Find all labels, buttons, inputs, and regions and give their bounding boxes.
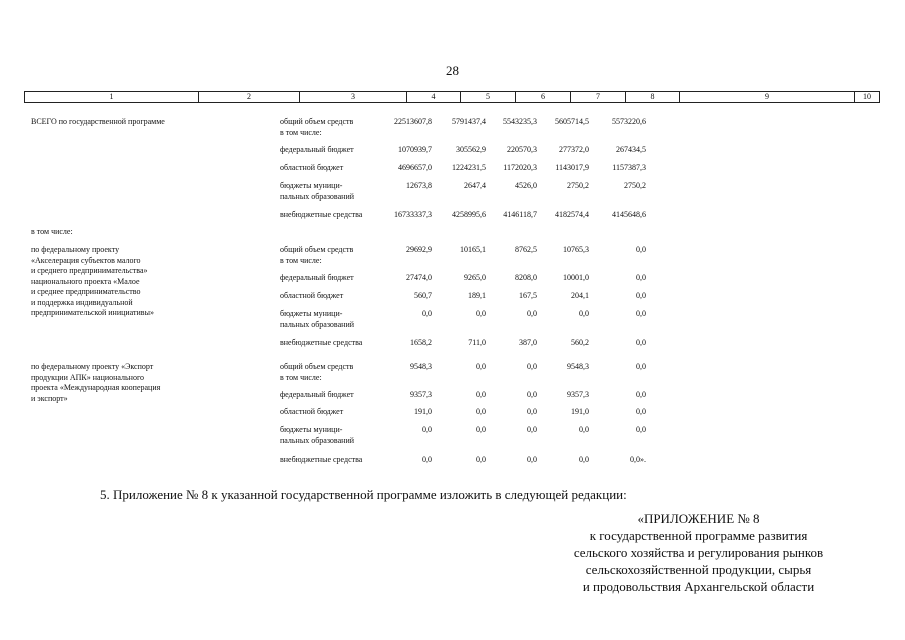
cell-value: 0,0 — [527, 362, 537, 371]
appendix-line: сельского хозяйства и регулирования рынков — [573, 545, 824, 560]
cell-value: 189,1 — [468, 291, 486, 300]
cell-value: 9357,3 — [567, 390, 589, 399]
cell-value: 0,0 — [527, 455, 537, 464]
header-col-9: 9 — [680, 92, 855, 102]
cell-value: 0,0 — [579, 425, 589, 434]
cell-value: 8762,5 — [515, 245, 537, 254]
cell-value: 1224231,5 — [452, 163, 486, 172]
cell-value: 10165,1 — [460, 245, 486, 254]
appendix-line: к государственной программе развития — [589, 528, 808, 543]
cell-value: 0,0 — [527, 425, 537, 434]
cell-value: 0,0 — [527, 309, 537, 318]
cell-value: 204,1 — [571, 291, 589, 300]
cell-value: 2647,4 — [464, 181, 486, 190]
cell-value: 711,0 — [468, 338, 486, 347]
header-col-2: 2 — [199, 92, 300, 102]
total-program-label: ВСЕГО по государственной программе — [31, 117, 165, 126]
cell-value: 4696657,0 — [398, 163, 432, 172]
cell-value: 0,0 — [476, 407, 486, 416]
cell-value: 0,0 — [579, 309, 589, 318]
cell-value: 4526,0 — [515, 181, 537, 190]
cell-value: 4182574,4 — [555, 210, 589, 219]
row-label-regional: областной бюджет — [280, 291, 344, 300]
page-number: 28 — [446, 63, 459, 78]
cell-value: 0,0 — [422, 309, 432, 318]
cell-value: 560,2 — [571, 338, 589, 347]
cell-value: 267434,5 — [616, 145, 646, 154]
row-label-municipal: бюджеты муници- пальных образований — [280, 425, 354, 445]
cell-value: 22513607,8 — [394, 117, 432, 126]
cell-value: 2750,2 — [567, 181, 589, 190]
row-label-extrabudget: внебюджетные средства — [280, 210, 363, 219]
row-label-extrabudget: внебюджетные средства — [280, 455, 363, 464]
cell-value: 1143017,9 — [555, 163, 589, 172]
amendment-paragraph: 5. Приложение № 8 к указанной государственной программе изложить в следующей редакции: — [100, 487, 627, 502]
cell-value: 1070939,7 — [398, 145, 432, 154]
cell-value: 9548,3 — [567, 362, 589, 371]
row-label-federal: федеральный бюджет — [280, 145, 354, 154]
cell-value: 0,0 — [476, 362, 486, 371]
cell-value: 9357,3 — [410, 390, 432, 399]
cell-value: 191,0 — [571, 407, 589, 416]
cell-value: 5573220,6 — [612, 117, 646, 126]
cell-value: 10001,0 — [563, 273, 589, 282]
row-label-federal: федеральный бюджет — [280, 390, 354, 399]
header-col-3: 3 — [300, 92, 407, 102]
cell-value: 12673,8 — [406, 181, 432, 190]
cell-value: 4146118,7 — [503, 210, 537, 219]
cell-value: 1658,2 — [410, 338, 432, 347]
cell-value: 560,7 — [414, 291, 432, 300]
cell-value: 0,0 — [636, 273, 646, 282]
row-label-regional: областной бюджет — [280, 407, 344, 416]
cell-value: 0,0 — [476, 425, 486, 434]
cell-value: 29692,9 — [406, 245, 432, 254]
cell-value: 0,0 — [422, 455, 432, 464]
cell-value: 167,5 — [519, 291, 537, 300]
cell-value: 220570,3 — [507, 145, 537, 154]
cell-value: 27474,0 — [406, 273, 432, 282]
cell-value: 0,0 — [527, 407, 537, 416]
cell-value: 191,0 — [414, 407, 432, 416]
cell-value: 4145648,6 — [612, 210, 646, 219]
cell-value: 0,0 — [636, 425, 646, 434]
cell-value: 387,0 — [519, 338, 537, 347]
project1-description: по федеральному проекту «Акселерация субъектов малого и среднего предпринимательства» национального проекта «Малое и среднее предпринимательство и поддержка индивидуальной предпринимательской инициативы» — [31, 245, 154, 317]
row-label-regional: областной бюджет — [280, 163, 344, 172]
cell-value: 5543235,3 — [503, 117, 537, 126]
cell-value: 0,0 — [636, 407, 646, 416]
cell-value: 0,0 — [476, 455, 486, 464]
cell-value: 1157387,3 — [612, 163, 646, 172]
row-label-municipal: бюджеты муници- пальных образований — [280, 181, 354, 201]
cell-value: 0,0 — [636, 291, 646, 300]
cell-value: 0,0 — [636, 338, 646, 347]
cell-value: 5791437,4 — [452, 117, 486, 126]
cell-value: 0,0 — [422, 425, 432, 434]
cell-value: 2750,2 — [624, 181, 646, 190]
cell-value: 4258995,6 — [452, 210, 486, 219]
header-col-7: 7 — [571, 92, 626, 102]
header-col-1: 1 — [25, 92, 199, 102]
cell-value: 277372,0 — [559, 145, 589, 154]
row-label-total: общий объем средств в том числе: — [280, 117, 354, 137]
cell-value: 0,0 — [476, 309, 486, 318]
cell-value: 0,0 — [527, 390, 537, 399]
including-label: в том числе: — [31, 227, 73, 236]
cell-value: 0,0 — [636, 362, 646, 371]
cell-value: 16733337,3 — [394, 210, 432, 219]
appendix-line: «ПРИЛОЖЕНИЕ № 8 — [637, 511, 760, 526]
cell-value: 10765,3 — [563, 245, 589, 254]
appendix-line: сельскохозяйственной продукции, сырья — [585, 562, 812, 577]
row-label-municipal: бюджеты муници- пальных образований — [280, 309, 354, 329]
header-col-10: 10 — [863, 92, 871, 101]
cell-value: 0,0 — [636, 390, 646, 399]
cell-value: 0,0». — [630, 455, 646, 464]
cell-value: 0,0 — [476, 390, 486, 399]
cell-value: 8208,0 — [515, 273, 537, 282]
header-col-5: 5 — [461, 92, 516, 102]
cell-value: 0,0 — [636, 309, 646, 318]
appendix-line: и продовольствия Архангельской области — [582, 579, 815, 594]
header-col-4: 4 — [407, 92, 461, 102]
table-header-row — [24, 91, 880, 103]
project2-description: по федеральному проекту «Экспорт продукции АПК» национального проекта «Международная кооперация и экспорт» — [31, 362, 161, 403]
cell-value: 0,0 — [636, 245, 646, 254]
row-label-federal: федеральный бюджет — [280, 273, 354, 282]
cell-value: 5605714,5 — [555, 117, 589, 126]
cell-value: 305562,9 — [456, 145, 486, 154]
header-col-8: 8 — [626, 92, 680, 102]
row-label-total: общий объем средств в том числе: — [280, 362, 354, 382]
cell-value: 1172020,3 — [503, 163, 537, 172]
row-label-extrabudget: внебюджетные средства — [280, 338, 363, 347]
row-label-total: общий объем средств в том числе: — [280, 245, 354, 265]
header-col-6: 6 — [516, 92, 571, 102]
appendix-heading — [520, 510, 877, 595]
cell-value: 0,0 — [579, 455, 589, 464]
cell-value: 9265,0 — [464, 273, 486, 282]
cell-value: 9548,3 — [410, 362, 432, 371]
